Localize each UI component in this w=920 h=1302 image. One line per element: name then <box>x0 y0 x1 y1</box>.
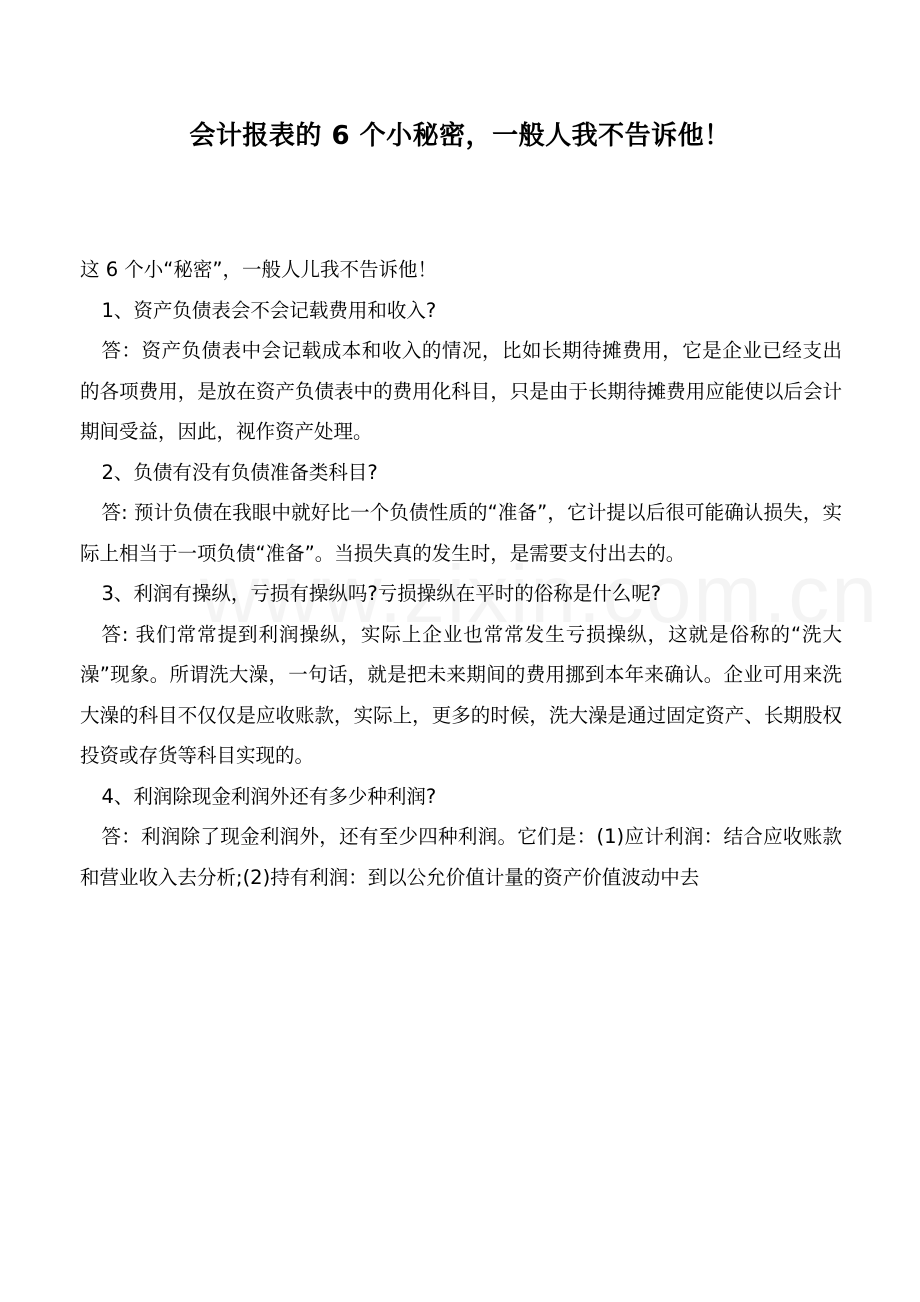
document-body <box>80 250 842 898</box>
answer-3: 答: 我们常常提到利润操纵，实际上企业也常常发生亏损操纵，这就是俗称的“洗大澡”现象。所谓洗大澡，一句话，就是把未来期间的费用挪到本年来确认。企业可用来洗大澡的科目不仅仅是应收账款，实际上，更多的时候，洗大澡是通过固定资产、长期股权投资或存货等科目实现的。 <box>80 622 842 767</box>
question-1: 1、资产负债表会不会记载费用和收入? <box>101 298 437 322</box>
question-3: 3、利润有操纵，亏损有操纵吗?亏损操纵在平时的俗称是什么呢? <box>101 582 662 605</box>
question-4: 4、利润除现金利润外还有多少种利润? <box>101 784 437 808</box>
answer-1: 答：资产负债表中会记载成本和收入的情况，比如长期待摊费用，它是企业已经支出的各项费用，是放在资产负债表中的费用化科目，只是由于长期待摊费用应能使以后会计期间受益，因此，视作资产处理。 <box>80 339 842 443</box>
intro-paragraph: 这 6 个小“秘密”，一般人儿我不告诉他！ <box>80 258 438 281</box>
answer-4: 答：利润除了现金利润外，还有至少四种利润。它们是：(1)应计利润：结合应收账款和营业收入去分析;(2)持有利润：到以公允价值计量的资产价值波动中去 <box>80 825 842 889</box>
answer-2: 答: 预计负债在我眼中就好比一个负债性质的“准备”，它计提以后很可能确认损失，实际上相当于一项负债“准备”。当损失真的发生时，是需要支付出去的。 <box>80 501 842 565</box>
question-2: 2、负债有没有负债准备类科目? <box>101 460 378 484</box>
document-title: 会计报表的 6 个小秘密，一般人我不告诉他！ <box>189 121 731 151</box>
